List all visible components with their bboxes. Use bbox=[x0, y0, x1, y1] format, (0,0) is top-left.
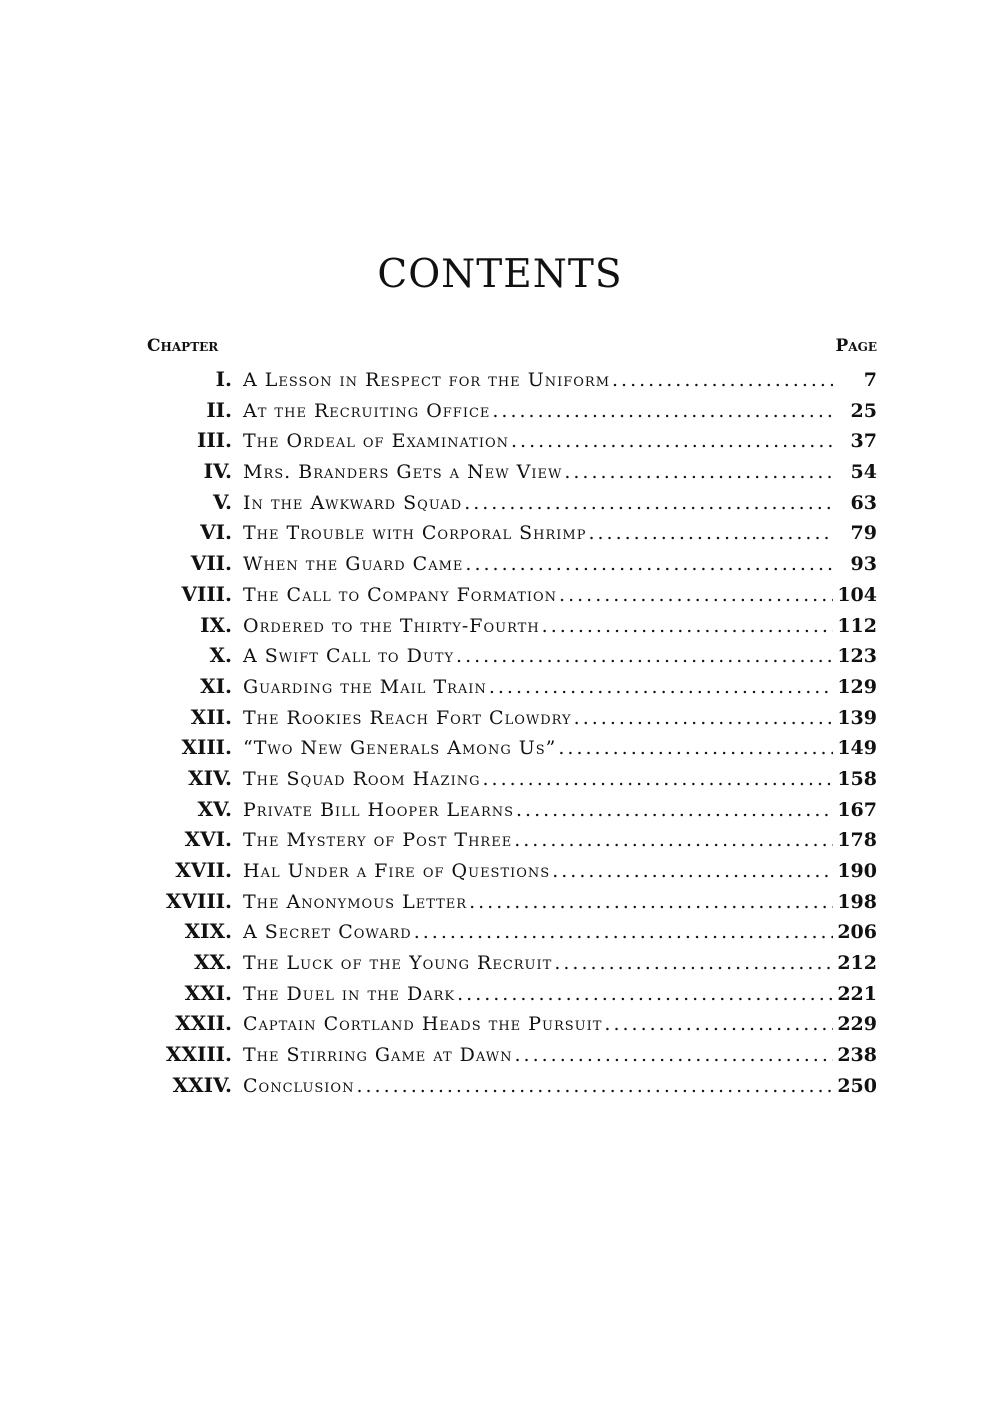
chapter-number: XX. bbox=[194, 950, 232, 975]
page-number: 139 bbox=[837, 706, 877, 729]
toc-entry[interactable] bbox=[140, 364, 877, 395]
page-number: 123 bbox=[837, 645, 877, 668]
page-title: CONTENTS bbox=[377, 252, 623, 297]
page-number: 104 bbox=[837, 583, 877, 606]
table-of-contents bbox=[140, 364, 877, 1101]
dot-leader bbox=[558, 733, 833, 763]
toc-entry[interactable] bbox=[140, 1039, 877, 1070]
dot-leader bbox=[469, 887, 833, 917]
chapter-number: XIII. bbox=[181, 735, 232, 760]
page-number: 129 bbox=[837, 675, 877, 698]
page-number: 229 bbox=[837, 1013, 877, 1036]
page-number: 158 bbox=[837, 767, 877, 790]
chapter-number: XXI. bbox=[184, 980, 232, 1005]
chapter-title: A Swift Call to Duty bbox=[243, 645, 455, 668]
page-number: 212 bbox=[837, 952, 877, 975]
dot-leader bbox=[559, 580, 833, 610]
chapter-number: XIV. bbox=[188, 765, 232, 790]
page-number: 93 bbox=[850, 553, 877, 576]
chapter-column-label: Chapter bbox=[147, 336, 219, 356]
dot-leader bbox=[564, 457, 833, 487]
toc-entry[interactable] bbox=[140, 640, 877, 671]
chapter-number: III. bbox=[196, 428, 232, 453]
dot-leader bbox=[604, 1009, 833, 1039]
chapter-number: II. bbox=[206, 397, 232, 422]
page-number: 79 bbox=[850, 522, 877, 545]
toc-entry[interactable] bbox=[140, 732, 877, 763]
dot-leader bbox=[456, 641, 833, 671]
page-number: 25 bbox=[850, 399, 877, 422]
toc-entry[interactable] bbox=[140, 794, 877, 825]
toc-header bbox=[147, 336, 877, 362]
chapter-title: Ordered to the Thirty-Fourth bbox=[243, 614, 540, 637]
chapter-number: VI. bbox=[200, 520, 232, 545]
chapter-title: The Stirring Game at Dawn bbox=[243, 1044, 513, 1067]
dot-leader bbox=[552, 856, 833, 886]
toc-entry[interactable] bbox=[140, 978, 877, 1009]
toc-entry[interactable] bbox=[140, 702, 877, 733]
toc-entry[interactable] bbox=[140, 487, 877, 518]
chapter-number: XI. bbox=[200, 673, 232, 698]
page-number: 206 bbox=[837, 921, 877, 944]
toc-entry[interactable] bbox=[140, 395, 877, 426]
chapter-number: VII. bbox=[190, 551, 232, 576]
chapter-title: Hal Under a Fire of Questions bbox=[243, 860, 551, 882]
page-number: 221 bbox=[837, 982, 877, 1005]
chapter-number: XXII. bbox=[175, 1011, 232, 1036]
chapter-title: At the Recruiting Office bbox=[243, 399, 491, 422]
dot-leader bbox=[588, 518, 833, 548]
chapter-title: The Rookies Reach Fort Clowdry bbox=[243, 706, 572, 729]
toc-entry[interactable] bbox=[140, 855, 877, 886]
page-number: 63 bbox=[850, 491, 877, 514]
chapter-title: In the Awkward Squad bbox=[243, 491, 463, 514]
toc-entry[interactable] bbox=[140, 579, 877, 610]
dot-leader bbox=[482, 764, 833, 794]
chapter-title: Guarding the Mail Train bbox=[243, 675, 487, 698]
dot-leader bbox=[554, 948, 833, 978]
dot-leader bbox=[511, 426, 833, 456]
chapter-title: The Anonymous Letter bbox=[243, 890, 468, 913]
dot-leader bbox=[464, 488, 833, 518]
chapter-number: V. bbox=[213, 489, 232, 514]
dot-leader bbox=[492, 396, 833, 426]
page-number: 198 bbox=[837, 890, 877, 913]
dot-leader bbox=[457, 979, 833, 1009]
chapter-title: The Squad Room Hazing bbox=[243, 767, 481, 790]
dot-leader bbox=[514, 825, 833, 855]
chapter-title: The Duel in the Dark bbox=[243, 982, 456, 1005]
chapter-number: XIX. bbox=[184, 919, 232, 944]
dot-leader bbox=[489, 672, 833, 702]
toc-entry[interactable] bbox=[140, 1008, 877, 1039]
toc-entry[interactable] bbox=[140, 456, 877, 487]
toc-entry[interactable] bbox=[140, 824, 877, 855]
dot-leader bbox=[414, 917, 833, 947]
dot-leader bbox=[356, 1071, 833, 1101]
toc-entry[interactable] bbox=[140, 763, 877, 794]
chapter-number: XXIV. bbox=[172, 1072, 232, 1097]
chapter-title: Conclusion bbox=[243, 1074, 355, 1097]
page-number: 190 bbox=[837, 860, 877, 882]
chapter-number: XXIII. bbox=[165, 1042, 232, 1067]
toc-entry[interactable] bbox=[140, 1070, 877, 1101]
chapter-title: A Lesson in Respect for the Uniform bbox=[243, 369, 611, 391]
toc-entry[interactable] bbox=[140, 886, 877, 917]
toc-entry[interactable] bbox=[140, 947, 877, 978]
dot-leader bbox=[542, 611, 833, 641]
chapter-title: The Trouble with Corporal Shrimp bbox=[243, 522, 587, 545]
chapter-number: I. bbox=[215, 367, 232, 391]
page-number: 238 bbox=[837, 1044, 877, 1067]
chapter-number: X. bbox=[209, 643, 232, 668]
chapter-number: VIII. bbox=[181, 581, 232, 606]
chapter-number: XVIII. bbox=[165, 888, 232, 913]
chapter-title: The Luck of the Young Recruit bbox=[243, 952, 553, 975]
toc-entry[interactable] bbox=[140, 610, 877, 641]
chapter-title: The Ordeal of Examination bbox=[243, 430, 509, 453]
toc-entry[interactable] bbox=[140, 425, 877, 456]
page-number: 167 bbox=[837, 798, 877, 821]
chapter-title: Private Bill Hooper Learns bbox=[243, 798, 515, 821]
chapter-title: Mrs. Branders Gets a New View bbox=[243, 461, 563, 484]
toc-entry[interactable] bbox=[140, 548, 877, 579]
toc-entry[interactable] bbox=[140, 916, 877, 947]
dot-leader bbox=[515, 1040, 834, 1070]
dot-leader bbox=[574, 703, 833, 733]
toc-entry[interactable] bbox=[140, 517, 877, 548]
toc-entry[interactable] bbox=[140, 671, 877, 702]
chapter-title: Captain Cortland Heads the Pursuit bbox=[243, 1013, 603, 1036]
chapter-title: The Mystery of Post Three bbox=[243, 829, 513, 852]
page-number: 112 bbox=[837, 614, 877, 637]
chapter-title: “Two New Generals Among Us” bbox=[243, 737, 557, 760]
page-number: 7 bbox=[863, 369, 877, 391]
chapter-number: XV. bbox=[197, 796, 232, 821]
page-number: 54 bbox=[850, 461, 877, 484]
page-number: 37 bbox=[850, 430, 877, 453]
chapter-number: XII. bbox=[190, 704, 232, 729]
page-column-label: Page bbox=[835, 336, 877, 356]
page-number: 178 bbox=[837, 829, 877, 852]
dot-leader bbox=[612, 365, 833, 395]
chapter-number: XVI. bbox=[184, 827, 232, 852]
chapter-number: XVII. bbox=[175, 858, 232, 882]
chapter-number: IV. bbox=[203, 459, 232, 484]
chapter-title: A Secret Coward bbox=[243, 921, 412, 944]
dot-leader bbox=[465, 549, 833, 579]
dot-leader bbox=[516, 795, 833, 825]
page-number: 149 bbox=[837, 737, 877, 760]
chapter-title: The Call to Company Formation bbox=[243, 583, 558, 606]
chapter-number: IX. bbox=[200, 612, 232, 637]
chapter-title: When the Guard Came bbox=[243, 553, 464, 576]
page-number: 250 bbox=[837, 1074, 877, 1097]
